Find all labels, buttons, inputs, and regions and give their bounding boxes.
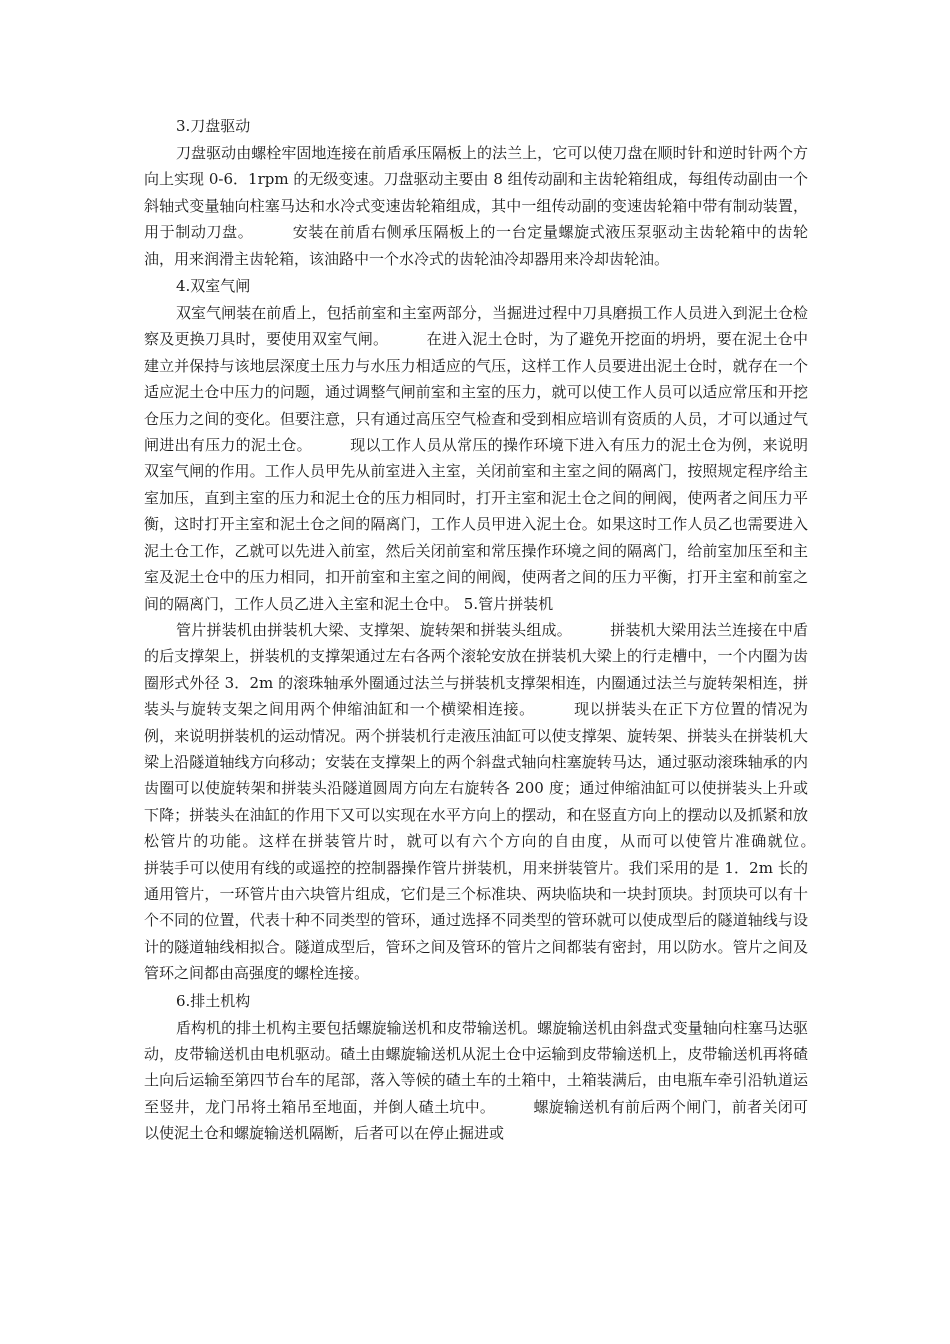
section-heading-double-airlock: 4.双室气闸 (176, 277, 251, 296)
paragraph-segment-erector: 管片拼装机由拼装机大梁、支撑架、旋转架和拼装头组成。 拼装机大梁用法兰连接在中盾的后支撑架上，拼装机的支撑架通过左右各两个滚轮安放在拼装机大梁上的行走槽中，一个内圈为齿圈形式外径 3．2m 的滚珠轴承外圈通过法兰与拼装机支撑架相连，内圈通过法兰与旋转架相连，拼装头与旋转支架之间用两个伸缩油缸和一个横梁相连接。 现以拼装头在正下方位置的情况为例，来说明拼装机的运动情况。两个拼装机行走液压油缸可以使支撑架、旋转架、拼装头在拼装机大梁上沿隧道轴线方向移动；安装在支撑架上的两个斜盘式轴向柱塞旋转马达，通过驱动滚珠轴承的内齿圈可以使旋转架和拼装头沿隧道圆周方向左右旋转各 200 度；通过伸缩油缸可以使拼装头上升或下降；拼装头在油缸的作用下又可以实现在水平方向上的摆动，和在竖直方向上的摆动以及抓紧和放松管片的功能。这样在拼装管片时，就可以有六个方向的自由度，从而可以使管片准确就位。 拼装手可以使用有线的或遥控的控制器操作管片拼装机，用来拼装管片。我们采用的是 1．2m 长的通用管片，一环管片由六块管片组成，它们是三个标准块、两块临块和一块封顶块。封顶块可以有十个不同的位置，代表十种不同类型的管环，通过选择不同类型的管环就可以使成型后的隧道轴线与设计的隧道轴线相拟合。隧道成型后，管环之间及管环的管片之间都装有密封，用以防水。管片之间及管环之间都由高强度的螺栓连接。 (144, 620, 854, 983)
section-heading-cutterhead-drive: 3.刀盘驱动 (176, 117, 251, 135)
paragraph-muck-removal: 盾构机的排土机构主要包括螺旋输送机和皮带输送机。螺旋输送机由斜盘式变量轴向柱塞马达驱动，皮带输送机由电机驱动。碴土由螺旋输送机从泥土仓中运输到皮带输送机上，皮带输送机再将碴土向后运输至第四节台车的尾部，落入等候的碴土车的土箱中，土箱装满后，由电瓶车牵引沿轨道运至竖井，龙门吊将土箱吊至地面，并倒人碴土坑中。 螺旋输送机有前后两个闸门，前者关闭可以使泥土仓和螺旋输送机隔断，后者可以在停止掘进或 (144, 1018, 808, 1143)
paragraph-cutterhead-drive: 刀盘驱动由螺栓牢固地连接在前盾承压隔板上的法兰上，它可以使刀盘在顺时针和逆时针两个方向上实现 0-6．1rpm 的无级变速。刀盘驱动主要由 8 组传动副和主齿轮箱组成，每组传动副由一个斜轴式变量轴向柱塞马达和水冷式变速齿轮箱组成，其中一组传动副的变速齿轮箱中带有制动装置，用于制动刀盘。 安装在前盾右侧承压隔板上的一台定量螺旋式液压泵驱动主齿轮箱中的齿轮油，用来润滑主齿轮箱，该油路中一个水冷式的齿轮油冷却器用来冷却齿轮油。 (144, 144, 808, 268)
document-page (144, 112, 854, 1147)
section-heading-muck-removal: 6.排土机构 (176, 991, 251, 1010)
paragraph-double-airlock: 双室气闸装在前盾上，包括前室和主室两部分，当掘进过程中刀具磨损工作人员进入到泥土仓检察及更换刀具时，要使用双室气闸。 在进入泥土仓时，为了避免开挖面的坍坍，要在泥土仓中建立并保持与该地层深度土压力与水压力相适应的气压，这样工作人员要进出泥土仓时，就存在一个适应泥土仓中压力的问题，通过调整气闸前室和主室的压力，就可以使工作人员可以适应常压和开挖仓压力之间的变化。但要注意，只有通过高压空气检查和受到相应培训有资质的人员，才可以通过气闸进出有压力的泥土仓。 现以工作人员从常压的操作环境下进入有压力的泥土仓为例，来说明双室气闸的作用。工作人员甲先从前室进入主室，关闭前室和主室之间的隔离门，按照规定程序给主室加压，直到主室的压力和泥土仓的压力相同时，打开主室和泥土仓之间的闸阀，使两者之间压力平衡，这时打开主室和泥土仓之间的隔离门，工作人员甲进入泥土仓。如果这时工作人员乙也需要进入泥土仓工作，乙就可以先进入前室，然后关闭前室和常压操作环境之间的隔离门，给前室加压至和主室及泥土仓中的压力相同，扣开前室和主室之间的闸阀，使两者之间的压力平衡，打开主室和前室之间的隔离门，工作人员乙进入主室和泥土仓中。 5.管片拼装机 (144, 304, 808, 613)
